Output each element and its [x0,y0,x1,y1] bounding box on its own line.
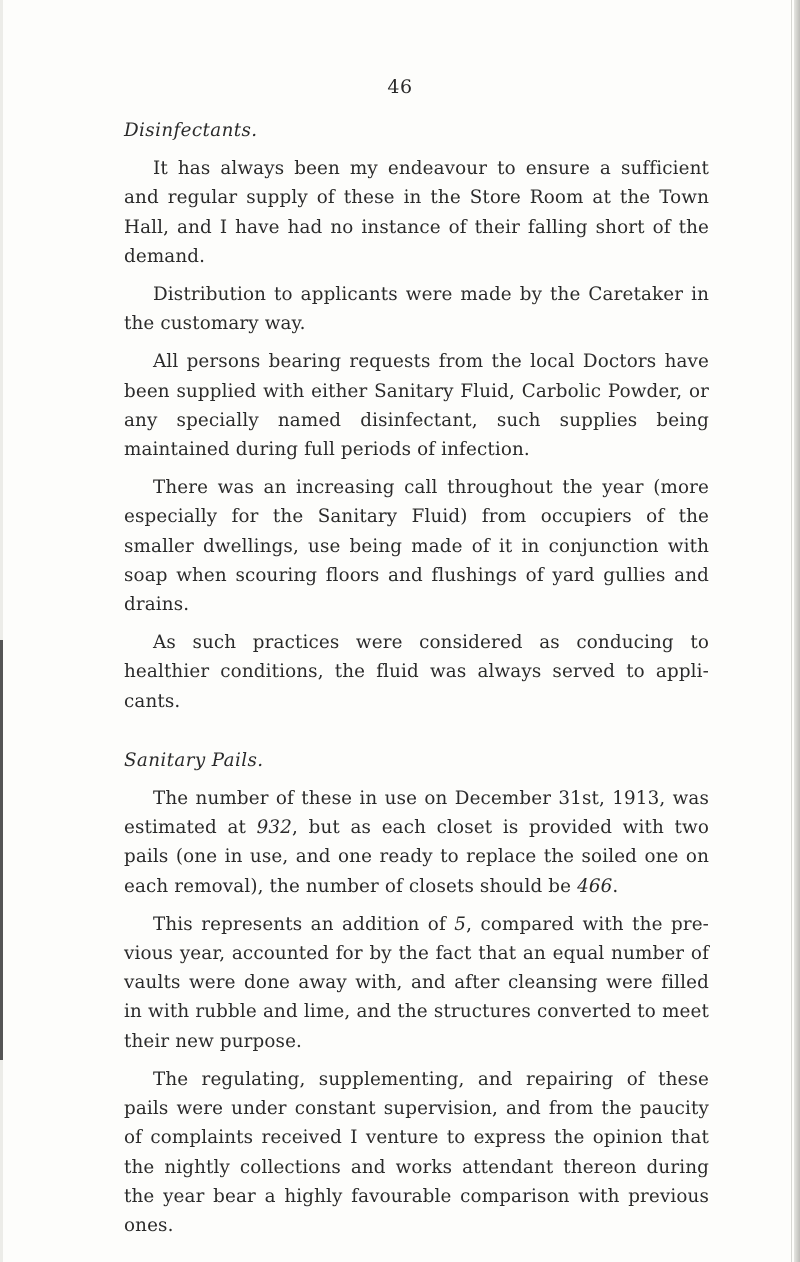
scan-edge-mark [0,640,3,1060]
paragraph-text: . [612,875,619,897]
figure-value: 932 [256,817,292,839]
section-disinfectants [124,116,709,716]
paragraph-text: The number of these in use on December 31st, 1913, was estimated at [124,788,709,839]
paragraph: There was an increasing call throughout the year (more especially for the Sanitary Fluid) from occupiers of the smaller dwellings, use being made of it in conjunction with soap when scouring floors and flushings of yard gullies and drains. [124,477,709,616]
section-sanitary-pails [124,746,709,1240]
paragraph-text: , compared with the pre- vious year, accounted for by the fact that an equal number of vaults were done away with, and after cleansing were filled in with rubble and lime, and the structures converted to meet their new purpose. [124,913,709,1052]
section-heading: Disinfectants. [124,120,258,141]
paragraph [124,910,709,1056]
paragraph-text: This represents an addition of [153,913,455,935]
paragraph [124,784,709,901]
paragraph-text: , but as each closet is provided with two pails (one in use, and one ready to replace the soiled one on each removal), the number of closets should be [124,817,709,897]
paragraph: As such practices were considered as conducing to healthier conditions, the fluid was always served to appli- cants. [124,632,709,712]
page-number: 46 [387,76,413,98]
figure-value: 5 [454,913,467,935]
scan-edge-right [794,0,800,1262]
scan-edge-left [0,0,3,1262]
paragraph: The regulating, supplementing, and repairing of these pails were under constant supervision, and from the paucity of complaints received I venture to express the opinion that the nightly collections and works attendant thereon during the year bear a highly favourable comparison with previous ones. [124,1068,709,1236]
section-heading: Sanitary Pails. [124,749,264,771]
scan-edge-line [791,0,792,1262]
paragraph: Distribution to applicants were made by the Caretaker in the customary way. [124,284,709,335]
page-body [124,116,709,1240]
paragraph: All persons bearing requests from the local Doctors have been supplied with either Sanitary Fluid, Carbolic Powder, or any specially named disinfectant, such supplies being maintained during full periods of infection. [124,351,709,461]
paragraph: It has always been my endeavour to ensure a sufficient and regular supply of these in the Store Room at the Town Hall, and I have had no instance of their falling short of the demand. [124,158,709,267]
figure-value: 466 [577,875,613,897]
